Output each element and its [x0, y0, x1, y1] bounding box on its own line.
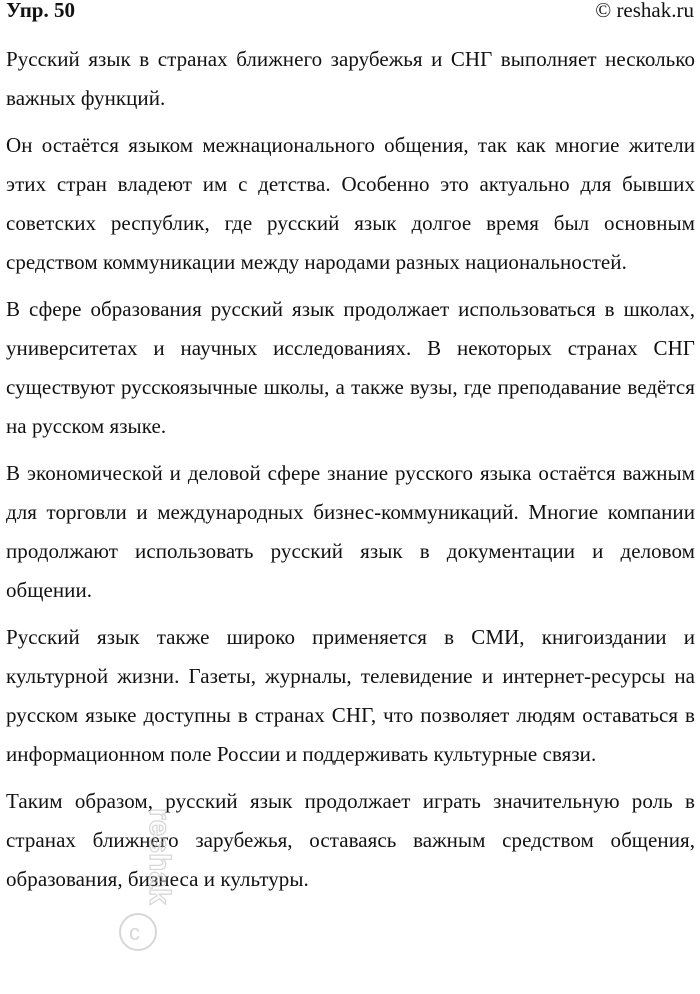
paragraph-interethnic-communication: Он остаётся языком межнационального общения, так как многие жители этих стран владеют им с детства. Особенно это актуально для бывших советских республик, где русский язык долгое время был основным средством коммуникации между народами разных национальностей.: [6, 133, 695, 274]
paragraph-education: В сфере образования русский язык продолжает использоваться в школах, университетах и научных исследованиях. В некоторых странах СНГ существуют русскоязычные школы, а также вузы, где преподавание ведётся на русском языке.: [6, 297, 695, 438]
document-body: [6, 40, 695, 907]
svg-text:reshak: reshak: [143, 808, 176, 905]
page-header: [0, 0, 700, 30]
svg-text:c: c: [129, 920, 140, 945]
exercise-title: Упр. 50: [6, 0, 75, 22]
paragraph-economy: В экономической и деловой сфере знание русского языка остаётся важным для торговли и международных бизнес-коммуникаций. Многие компании продолжают использовать русский язык в документации и деловом общении.: [6, 461, 695, 602]
paragraph-conclusion: Таким образом, русский язык продолжает играть значительную роль в странах ближнего зарубежья, оставаясь важным средством общения, образования, бизнеса и культуры.: [6, 789, 695, 891]
paragraph-intro: Русский язык в странах ближнего зарубежья и СНГ выполняет несколько важных функций.: [6, 47, 695, 110]
paragraph-media-culture: Русский язык также широко применяется в СМИ, книгоиздании и культурной жизни. Газеты, журналы, телевидение и интернет-ресурсы на русском языке доступны в странах СНГ, что позволяет людям оставаться в информационном поле России и поддерживать культурные связи.: [6, 625, 695, 766]
copyright-label: © reshak.ru: [595, 0, 694, 22]
